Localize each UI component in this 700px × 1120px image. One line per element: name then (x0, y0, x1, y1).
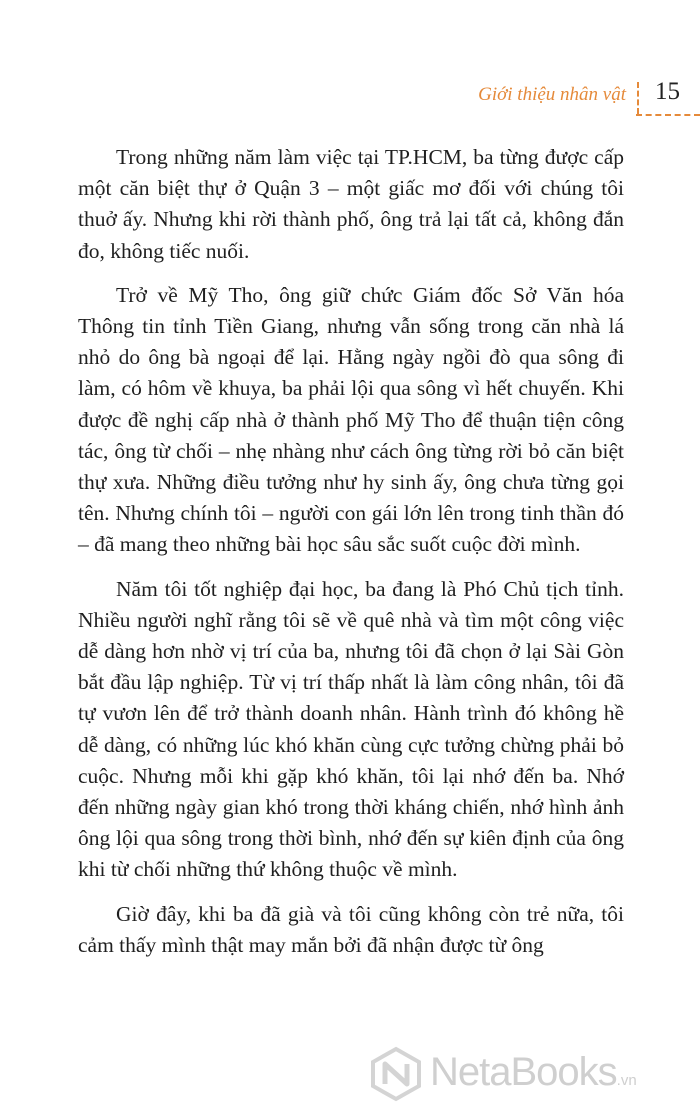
paragraph-3: Năm tôi tốt nghiệp đại học, ba đang là Phó Chủ tịch tỉnh. Nhiều người nghĩ rằng tôi sẽ về quê nhà và tìm một công việc dễ dàng hơn nhờ vị trí của ba, nhưng tôi đã chọn ở lại Sài Gòn bắt đầu lập nghiệp. Từ vị trí thấp nhất là làm công nhân, tôi đã tự vươn lên để trở thành doanh nhân. Hành trình đó không hề dễ dàng, có những lúc khó khăn cùng cực tưởng chừng phải bỏ cuộc. Nhưng mỗi khi gặp khó khăn, tôi lại nhớ đến ba. Nhớ đến những ngày gian khó trong thời kháng chiến, nhớ hình ảnh ông lội qua sông trong thời bình, nhớ đến sự kiên định của ông khi từ chối những thứ không thuộc về mình. (78, 576, 624, 882)
page-number: 15 (655, 78, 680, 105)
paragraph-1: Trong những năm làm việc tại TP.HCM, ba từng được cấp một căn biệt thự ở Quận 3 – một giấc mơ đối với chúng tôi thuở ấy. Nhưng khi rời thành phố, ông trả lại tất cả, không đắn đo, không tiếc nuối. (78, 145, 624, 263)
paragraph-4: Giờ đây, khi ba đã già và tôi cũng không còn trẻ nữa, tôi cảm thấy mình thật may mắn bởi đã nhận được từ ông (78, 901, 624, 957)
header-vertical-rule (637, 82, 639, 114)
page-header (450, 78, 700, 118)
watermark (368, 1046, 700, 1102)
header-horizontal-rule (636, 114, 700, 116)
page-body (78, 142, 624, 974)
watermark-brand-text: NetaBooks (430, 1050, 617, 1094)
watermark-brand (430, 1050, 637, 1095)
chapter-title: Giới thiệu nhân vật (478, 84, 626, 105)
paragraph-2: Trở về Mỹ Tho, ông giữ chức Giám đốc Sở Văn hóa Thông tin tỉnh Tiền Giang, nhưng vẫn sống trong căn nhà lá nhỏ do ông bà ngoại để lại. Hằng ngày ngồi đò qua sông đi làm, có hôm về khuya, ba phải lội qua sông vì hết chuyến. Khi được đề nghị cấp nhà ở thành phố Mỹ Tho để thuận tiện công tác, ông từ chối – nhẹ nhàng như cách ông từng rời bỏ căn biệt thự xưa. Những điều tưởng như hy sinh ấy, ông chưa từng gọi tên. Nhưng chính tôi – người con gái lớn lên trong tinh thần đó – đã mang theo những bài học sâu sắc suốt cuộc đời mình. (78, 282, 624, 557)
watermark-suffix: .vn (616, 1072, 637, 1089)
netabooks-logo-icon (368, 1046, 424, 1102)
